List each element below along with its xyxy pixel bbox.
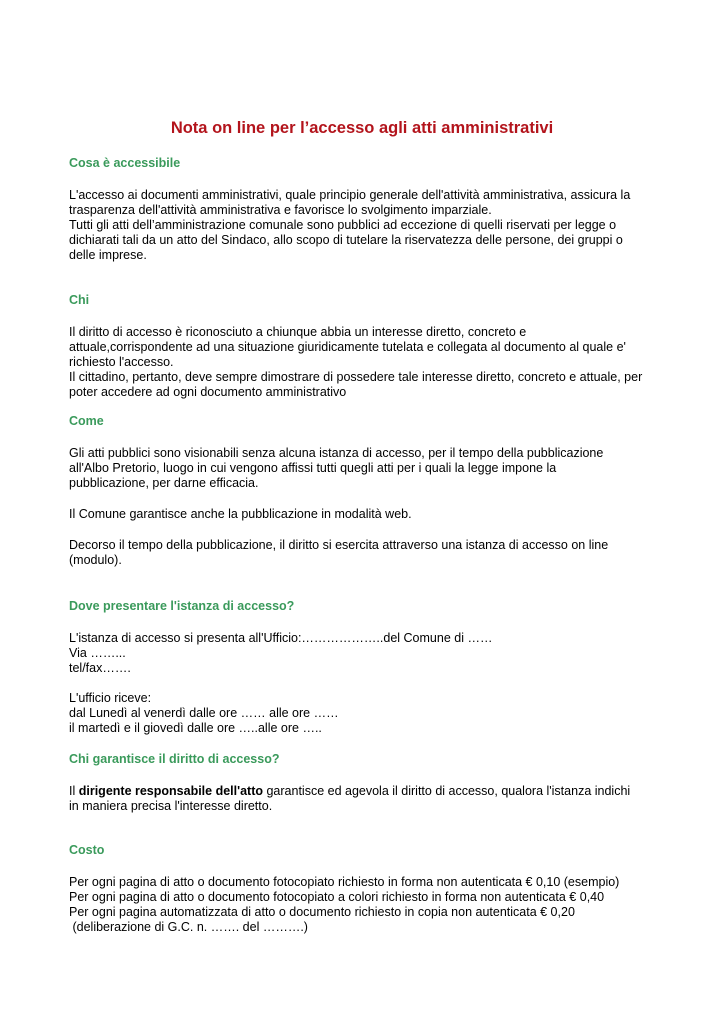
text-run: Il — [69, 784, 79, 798]
paragraph-line: Via ……... — [69, 646, 126, 660]
paragraph-line: attuale,corrispondente ad una situazione giuridicamente tutelata e collegata al documento al quale e' — [69, 340, 626, 354]
paragraph-line: richiesto l'accesso. — [69, 355, 174, 369]
paragraph-line: dichiarati tali da un atto del Sindaco, allo scopo di tutelare la riservatezza delle persone, dei gruppi o — [69, 233, 623, 247]
heading-come: Come — [69, 414, 104, 428]
paragraph-line: all'Albo Pretorio, luogo in cui vengono affissi tutti quegli atti per i quali la legge impone la — [69, 461, 557, 475]
paragraph-line: poter accedere ad ogni documento amministrativo — [69, 385, 347, 399]
paragraph-line: L'ufficio riceve: — [69, 691, 152, 705]
paragraph-line: Per ogni pagina di atto o documento fotocopiato a colori richiesto in forma non autenticata € 0,40 — [69, 890, 605, 904]
paragraph-line: trasparenza dell'attività amministrativa e favorisce lo svolgimento imparziale. — [69, 203, 492, 217]
paragraph-line: (modulo). — [69, 553, 122, 567]
paragraph-line — [69, 784, 630, 799]
paragraph-line: Per ogni pagina di atto o documento fotocopiato richiesto in forma non autenticata € 0,10 (esempio) — [69, 875, 620, 889]
paragraph-line: delle imprese. — [69, 248, 147, 262]
paragraph-line: il martedì e il giovedì dalle ore …..alle ore ….. — [69, 721, 322, 735]
heading-chi: Chi — [69, 293, 90, 307]
paragraph-line: Per ogni pagina automatizzata di atto o documento richiesto in copia non autenticata € 0,20 — [69, 905, 575, 919]
heading-costo: Costo — [69, 843, 105, 857]
page-title: Nota on line per l’accesso agli atti amministrativi — [170, 119, 554, 137]
paragraph-line: (deliberazione di G.C. n. ……. del ……….) — [69, 920, 308, 934]
heading-dove-presentare: Dove presentare l'istanza di accesso? — [69, 599, 295, 613]
paragraph-line: L'istanza di accesso si presenta all'Ufficio:………………..del Comune di …… — [69, 631, 493, 645]
paragraph-line: Tutti gli atti dell’amministrazione comunale sono pubblici ad eccezione di quelli riservati per legge o — [69, 218, 617, 232]
paragraph-line: Gli atti pubblici sono visionabili senza alcuna istanza di accesso, per il tempo della pubblicazione — [69, 446, 604, 460]
paragraph-line: L'accesso ai documenti amministrativi, quale principio generale dell'attività amministrativa, assicura la — [69, 188, 631, 202]
paragraph-line: Il Comune garantisce anche la pubblicazione in modalità web. — [69, 507, 412, 521]
paragraph-line: pubblicazione, per darne efficacia. — [69, 476, 259, 490]
paragraph-line: dal Lunedì al venerdì dalle ore …… alle ore …… — [69, 706, 339, 720]
paragraph-line: in maniera precisa l'interesse diretto. — [69, 799, 273, 813]
heading-cosa-accessibile: Cosa è accessibile — [69, 156, 181, 170]
heading-chi-garantisce: Chi garantisce il diritto di accesso? — [69, 752, 280, 766]
paragraph-line: Decorso il tempo della pubblicazione, il diritto si esercita attraverso una istanza di accesso on line — [69, 538, 609, 552]
paragraph-line: Il cittadino, pertanto, deve sempre dimostrare di possedere tale interesse diretto, concreto e attuale, per — [69, 370, 643, 384]
text-run: garantisce ed agevola il diritto di accesso, qualora l'istanza indichi — [263, 784, 631, 798]
bold-text: dirigente responsabile dell'atto — [78, 784, 263, 798]
paragraph-line: tel/fax……. — [69, 661, 131, 675]
paragraph-line: Il diritto di accesso è riconosciuto a chiunque abbia un interesse diretto, concreto e — [69, 325, 527, 339]
